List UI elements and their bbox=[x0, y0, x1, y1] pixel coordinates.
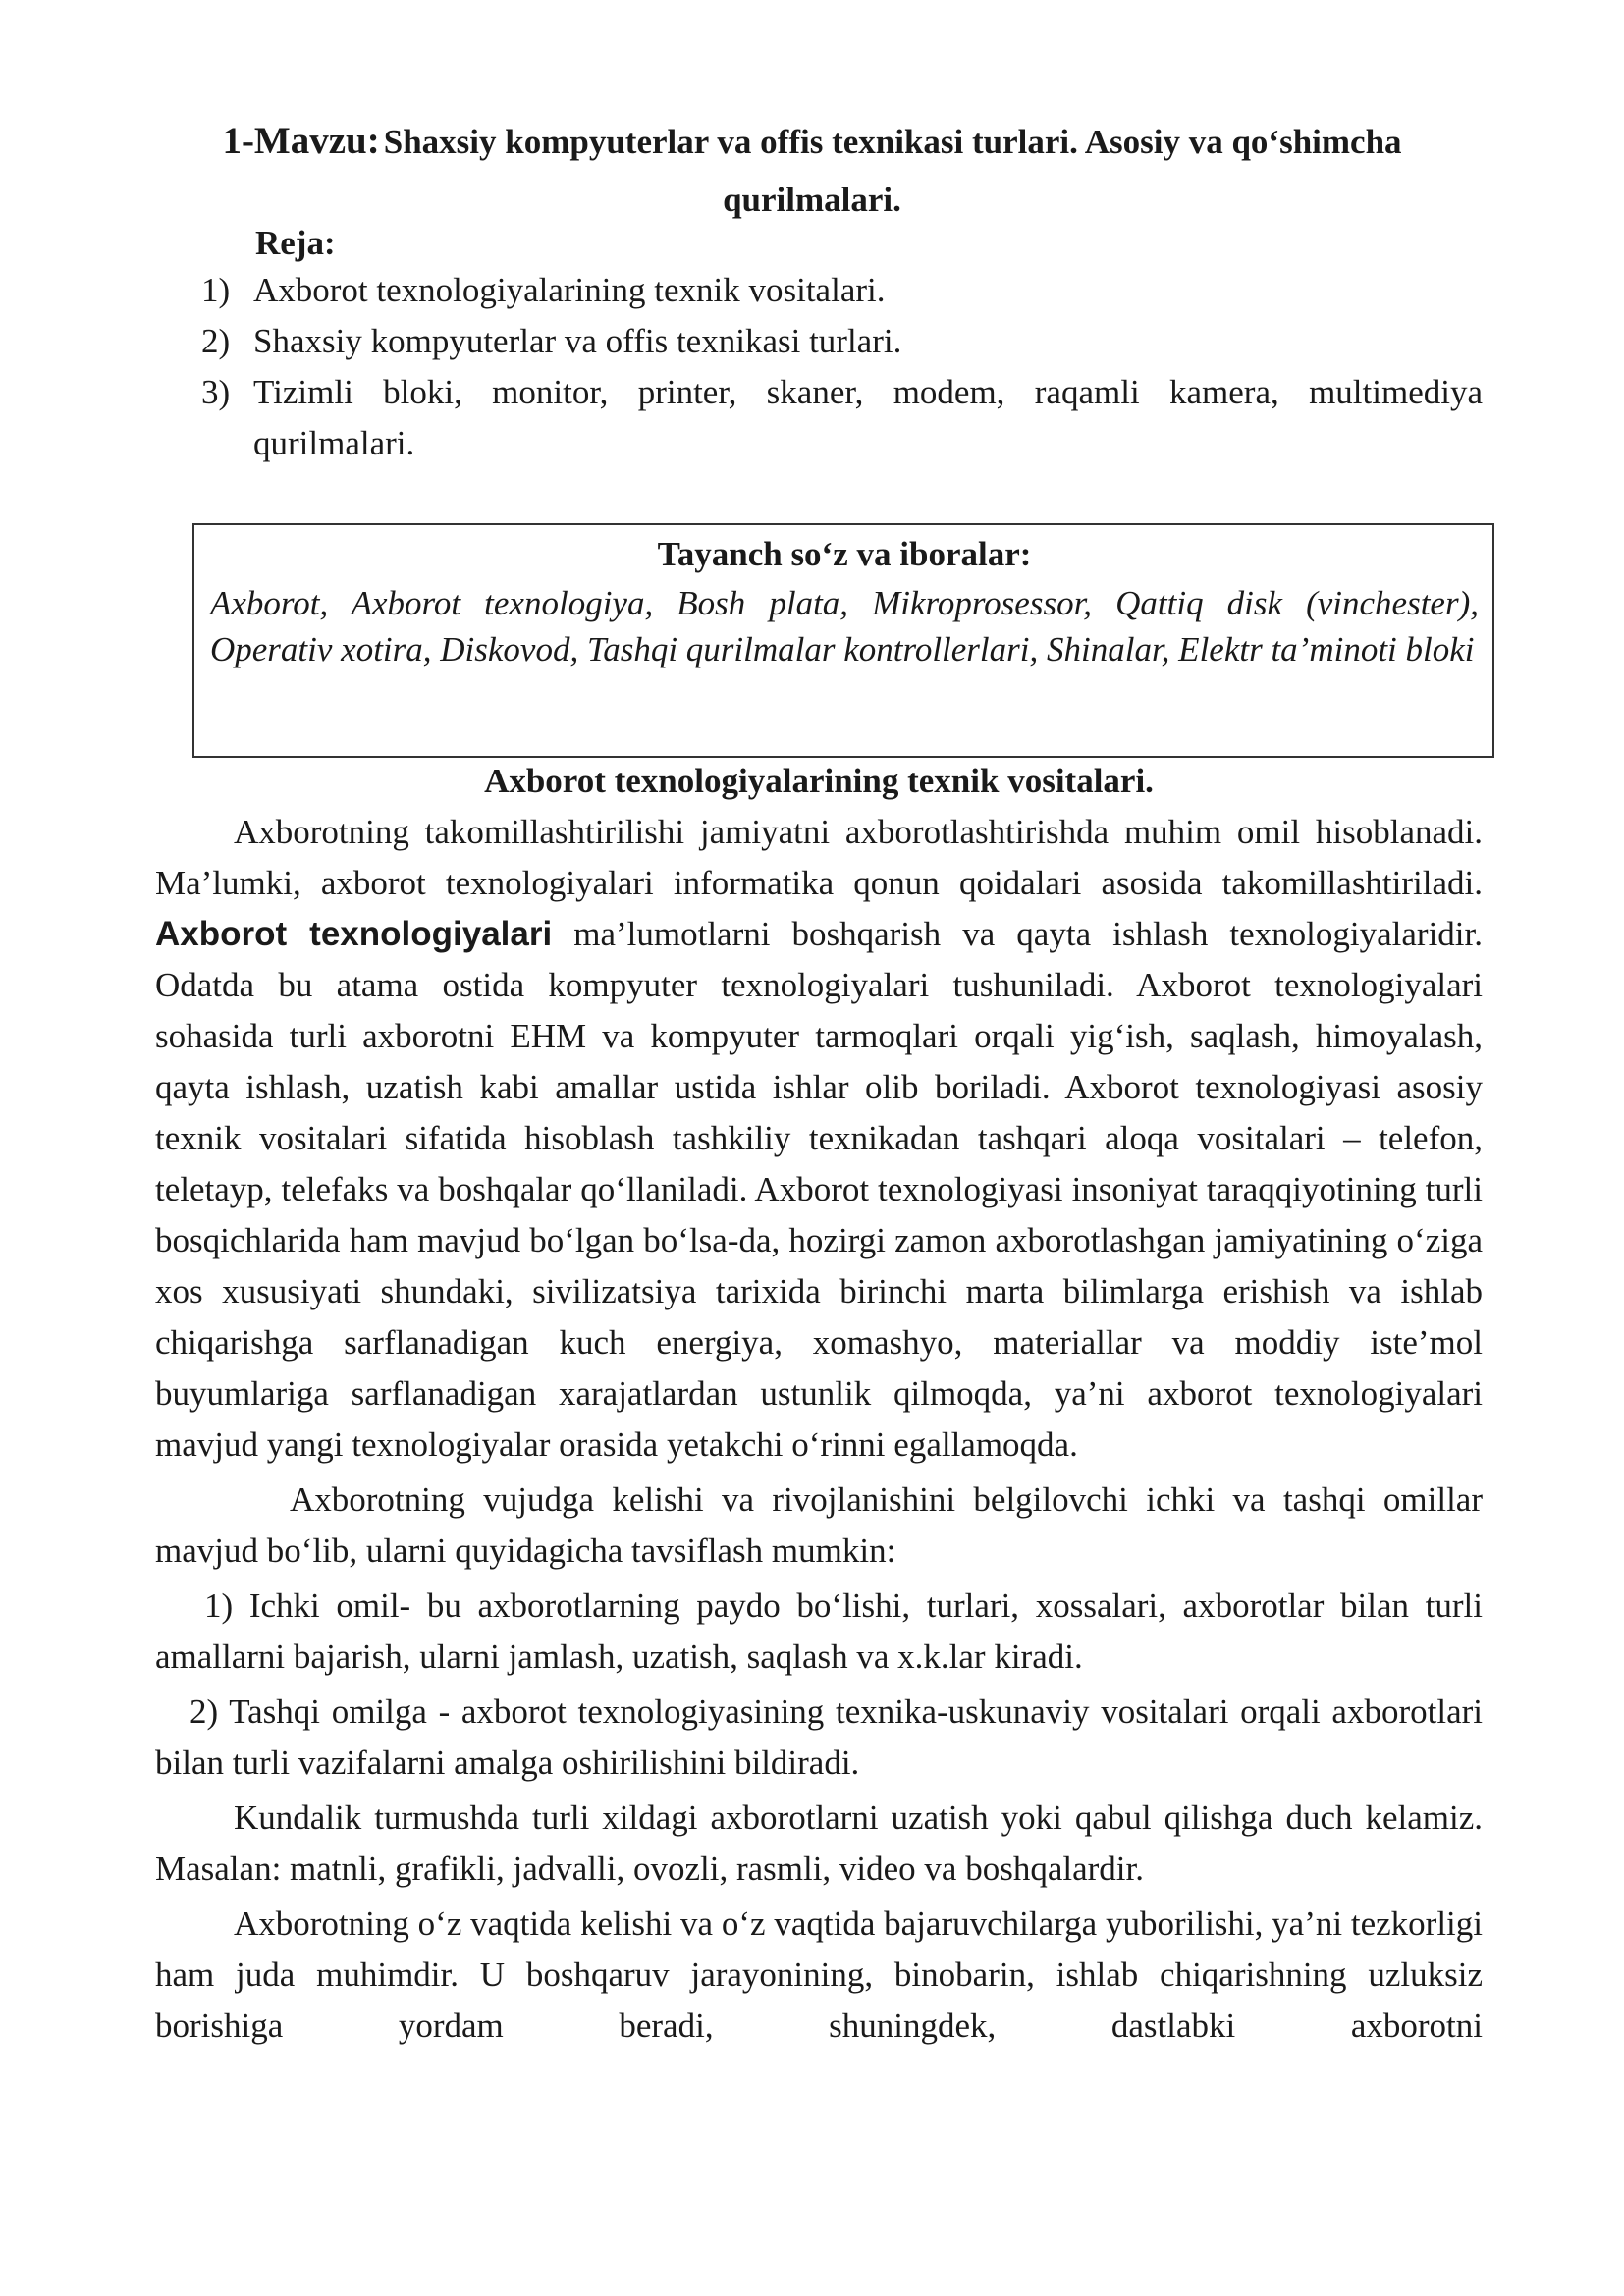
plan-item-number: 3) bbox=[201, 373, 231, 411]
plan-item-number: 2) bbox=[201, 322, 231, 360]
paragraph-1 bbox=[155, 807, 1483, 1470]
paragraph-3: Kundalik turmushda turli xildagi axborotlarni uzatish yoki qabul qilishga duch kelamiz. Masalan: matnli, grafikli, jadvalli, ovozli, rasmli, video va boshqalardir. bbox=[155, 1798, 1483, 1888]
plan-item-text: Tizimli bloki, monitor, printer, skaner, modem, raqamli kamera, multimediya qurilmalari. bbox=[253, 373, 1483, 462]
factor-item-2: 2) Tashqi omilga - axborot texnologiyasining texnika-uskunaviy vositalari orqali axborotlari bilan turli vazifalarni amalga oshirilishini bildiradi. bbox=[155, 1692, 1483, 1782]
paragraph-1-start: Axborotning takomillashtirilishi jamiyatni axborotlashtirishda muhim omil hisoblanadi. Ma’lumki, axborot texnologiyalari informatika qonun qoidalari asosida takomillashtiriladi. bbox=[155, 813, 1483, 902]
plan-item-number: 1) bbox=[201, 271, 231, 309]
paragraph-1-rest: ma’lumotlarni boshqarish va qayta ishlash texnologiyalaridir. Odatda bu atama ostida kompyuter texnologiyalari tushuniladi. Axborot texnologiyalari sohasida turli axborotni EHM va kompyuter tarmoqlari orqali yig‘ish, saqlash, himoyalash, qayta ishlash, uzatish kabi amallar ustida ishlar olib boriladi. Axborot texnologiyasi asosiy texnik vositalari sifatida hisoblash tashkiliy texnikadan tashqari aloqa vositalari – telefon, teletayp, telefaks va boshqalar qo‘llaniladi. Axborot texnologiyasi insoniyat taraqqiyotining turli bosqichlarida ham mavjud bo‘lgan bo‘lsa-da, hozirgi zamon axborotlashgan jamiyatining o‘ziga xos xususiyati shundaki, sivilizatsiya tarixida birinchi marta bilimlarga erishish va ishlab chiqarishga sarflanadigan kuch energiya, xomashyo, materiallar va moddiy iste’mol buyumlariga sarflanadigan xarajatlardan ustunlik qilmoqda, ya’ni axborot texnologiyalari mavjud yangi texnologiyalar orasida yetakchi o‘rinni egallamoqda. bbox=[155, 915, 1483, 1464]
plan-item bbox=[201, 265, 1483, 316]
plan-list bbox=[201, 265, 1483, 469]
page-title bbox=[147, 116, 1477, 233]
plan-item-text: Axborot texnologiyalarining texnik vositalari. bbox=[253, 271, 886, 309]
plan-item bbox=[201, 367, 1483, 469]
plan-heading: Reja: bbox=[255, 224, 336, 262]
paragraph-2: Axborotning vujudga kelishi va rivojlanishini belgilovchi ichki va tashqi omillar mavjud bo‘lib, ularni quyidagicha tavsiflash mumkin: bbox=[155, 1480, 1483, 1570]
keywords-box bbox=[192, 523, 1494, 758]
topic-title: Shaxsiy kompyuterlar va offis texnikasi turlari. Asosiy va qo‘shimcha qurilmalari. bbox=[383, 123, 1402, 219]
keywords-text: Axborot, Axborot texnologiya, Bosh plata, Mikroprosessor, Qattiq disk (vinchester), Operativ xotira, Diskovod, Tashqi qurilmalar kontrollerlari, Shinalar, Elektr ta’minoti bloki bbox=[210, 584, 1479, 668]
keywords-title: Tayanch so‘z va iboralar: bbox=[657, 535, 1032, 573]
section-heading: Axborot texnologiyalarining texnik vositalari. bbox=[484, 762, 1154, 800]
factor-item-1: 1) Ichki omil- bu axborotlarning paydo bo‘lishi, turlari, xossalari, axborotlar bilan turli amallarni bajarish, ularni jamlash, uzatish, saqlash va x.k.lar kiradi. bbox=[155, 1586, 1483, 1676]
plan-item-text: Shaxsiy kompyuterlar va offis texnikasi turlari. bbox=[253, 322, 902, 360]
plan-item bbox=[201, 316, 1483, 367]
paragraph-1-bold-term: Axborot texnologiyalari bbox=[155, 915, 553, 953]
topic-number: 1-Mavzu: bbox=[222, 120, 380, 162]
paragraph-4: Axborotning o‘z vaqtida kelishi va o‘z vaqtida bajaruvchilarga yuborilishi, ya’ni tezkorligi ham juda muhimdir. U boshqaruv jarayonining, binobarin, ishlab chiqarishning uzluksiz borishiga yordam beradi, shuningdek, dastlabki axborotni bbox=[155, 1904, 1483, 2045]
section-body bbox=[155, 756, 1483, 2056]
